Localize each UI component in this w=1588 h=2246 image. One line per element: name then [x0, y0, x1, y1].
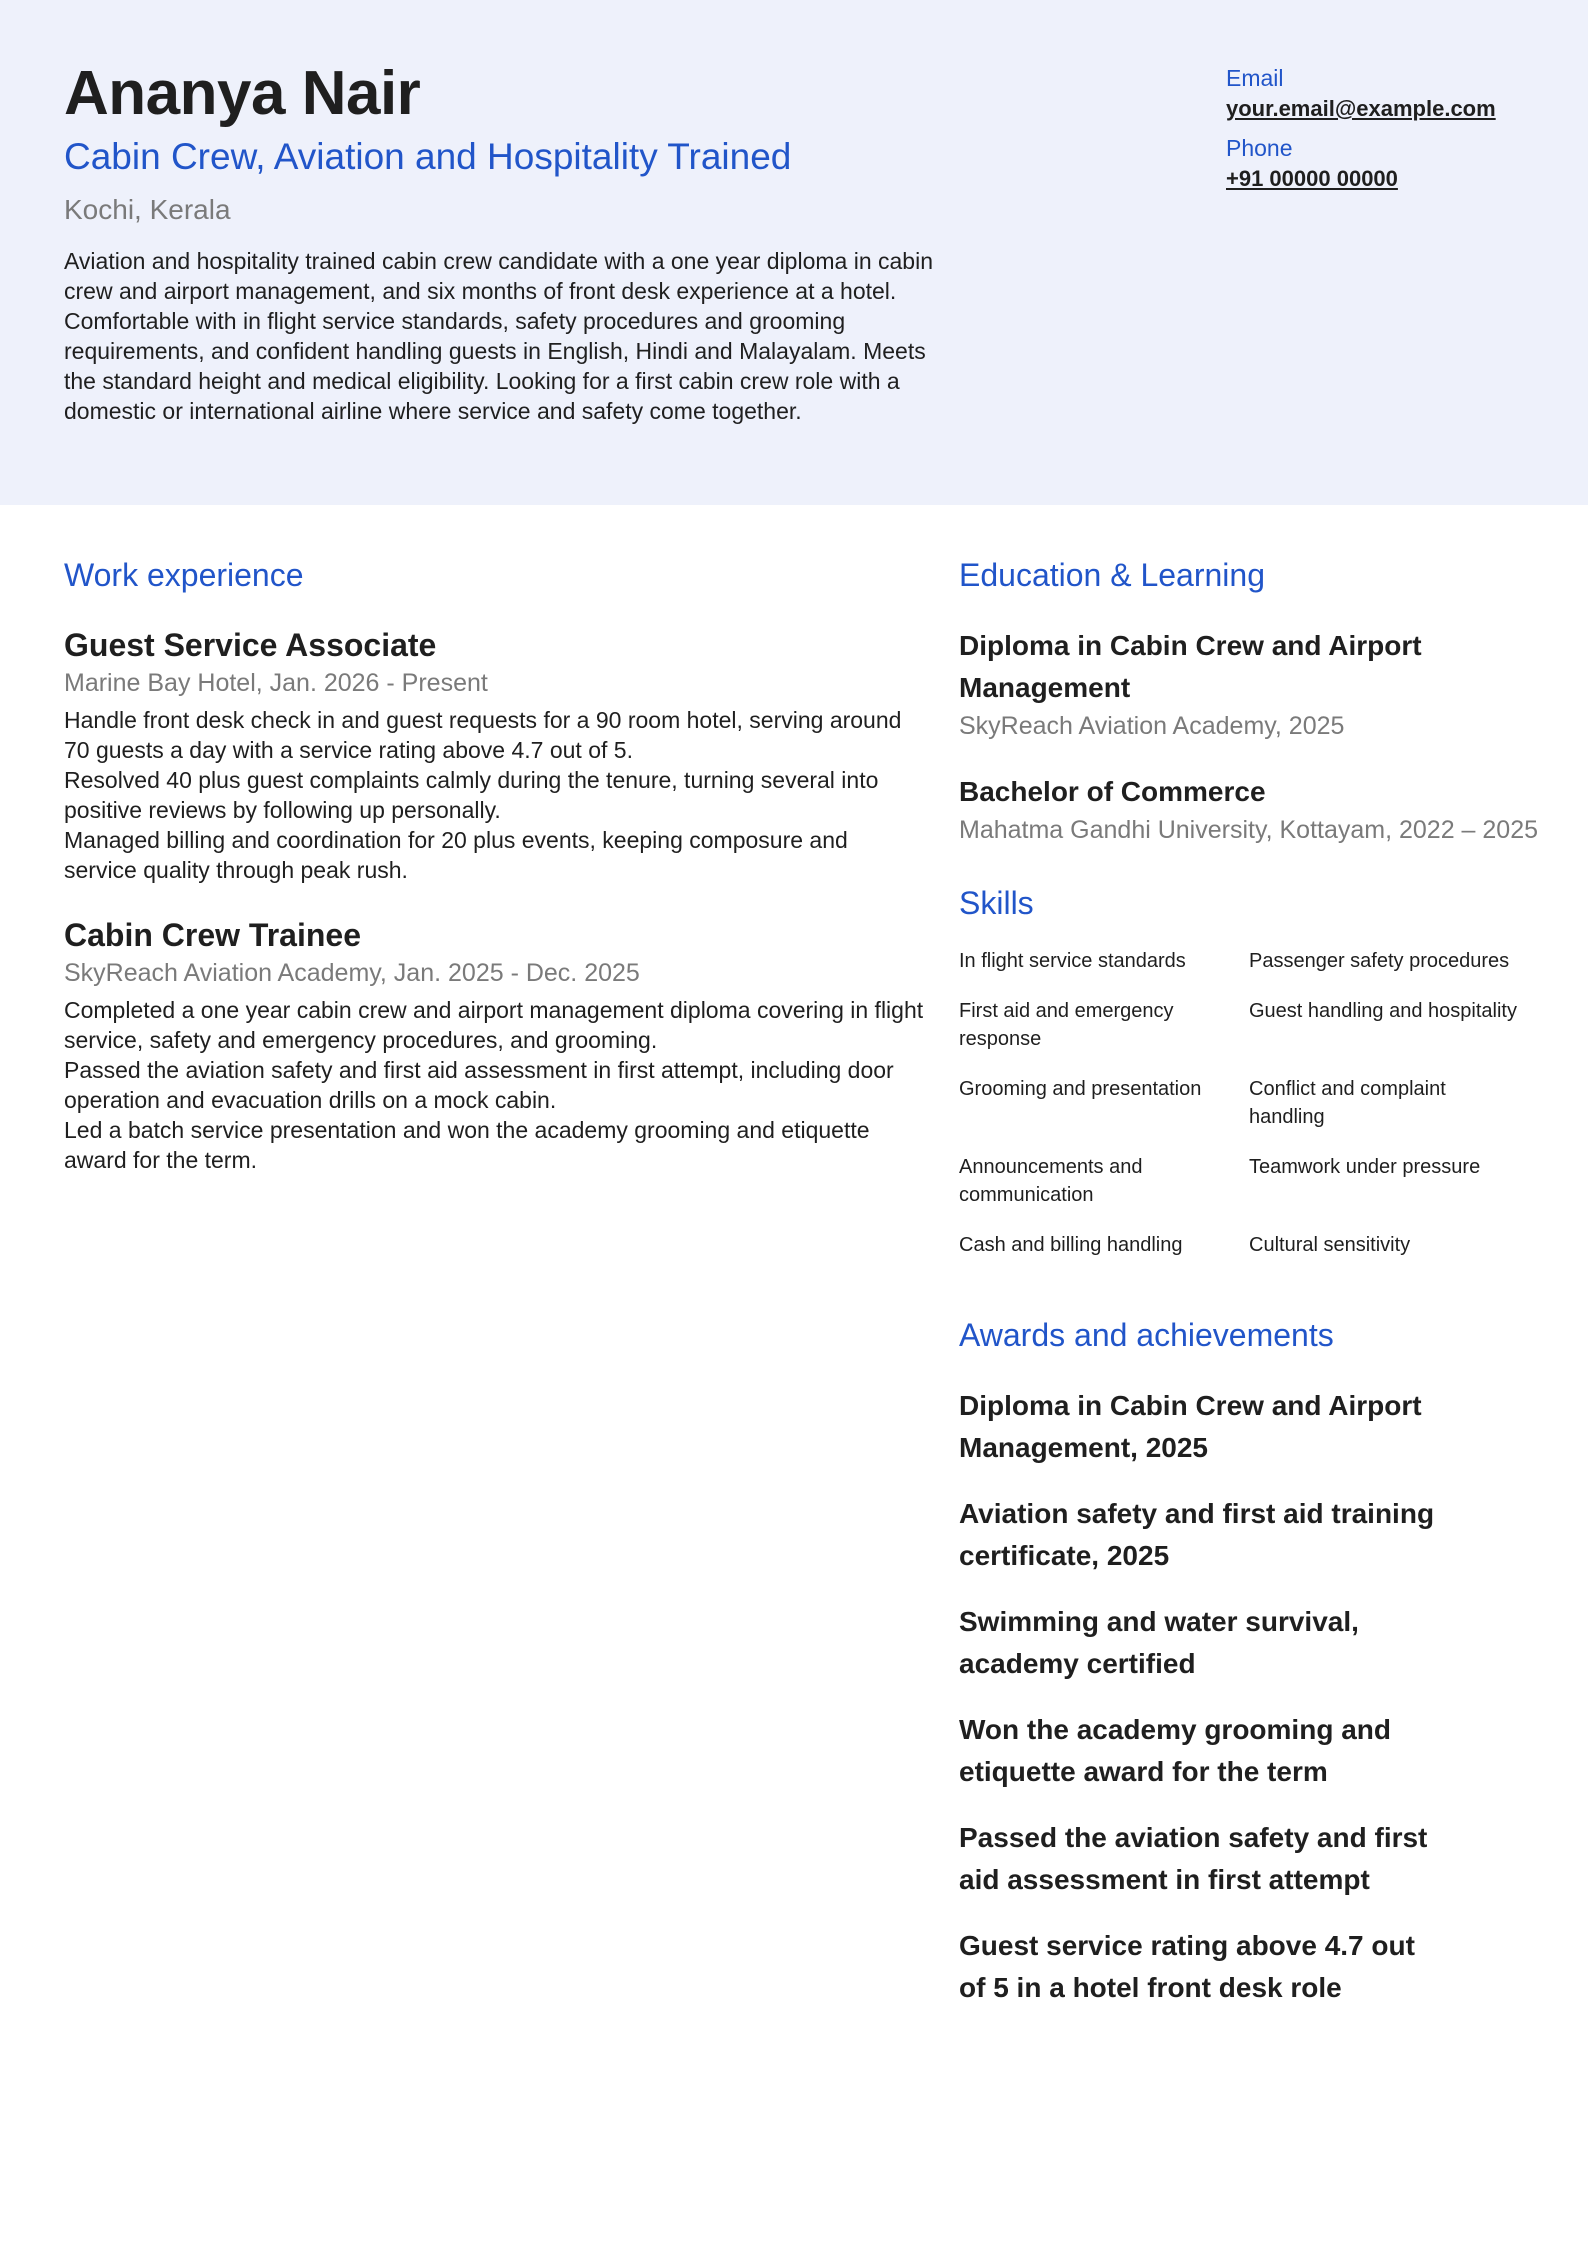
- email-label: Email: [1226, 65, 1284, 91]
- job-bullet: Passed the aviation safety and first aid assessment in first attempt, including door operation and evacuation drills on a mock cabin.: [64, 1057, 894, 1113]
- skill-item: Announcements and communication: [959, 1156, 1143, 1206]
- education-entry: [959, 625, 1539, 743]
- skill-item: First aid and emergency response: [959, 1000, 1174, 1050]
- email-link[interactable]: your.email@example.com: [1226, 96, 1496, 121]
- job-bullet: Resolved 40 plus guest complaints calmly during the tenure, turning several into positive reviews by following up personally.: [64, 767, 879, 823]
- education-institution: Mahatma Gandhi University, Kottayam, 2022 – 2025: [959, 816, 1539, 844]
- education-institution: SkyReach Aviation Academy, 2025: [959, 712, 1345, 740]
- education-entry: [959, 771, 1539, 847]
- section-title-education: Education & Learning: [959, 557, 1265, 593]
- skill-item: Passenger safety procedures: [1249, 950, 1510, 972]
- award-item: Passed the aviation safety and first aid assessment in first attempt: [959, 1822, 1428, 1895]
- job-bullet: Completed a one year cabin crew and airport management diploma covering in flight service, safety and emergency procedures, and grooming.: [64, 997, 924, 1053]
- job-entry: [64, 915, 924, 1175]
- award-item: Won the academy grooming and etiquette award for the term: [959, 1714, 1391, 1787]
- education-title: Bachelor of Commerce: [959, 776, 1266, 807]
- skill-item: Cash and billing handling: [959, 1234, 1183, 1256]
- job-title: Cabin Crew Trainee: [64, 917, 361, 953]
- section-title-awards: Awards and achievements: [959, 1317, 1334, 1353]
- education-section: [959, 555, 1539, 847]
- awards-section: [959, 1315, 1539, 2009]
- award-item: Guest service rating above 4.7 out of 5 in a hotel front desk role: [959, 1930, 1415, 2003]
- skill-item: Conflict and complaint handling: [1249, 1078, 1446, 1128]
- candidate-role: Cabin Crew, Aviation and Hospitality Trained: [64, 136, 792, 177]
- job-bullet: Handle front desk check in and guest requests for a 90 room hotel, serving around 70 guests a day with a service rating above 4.7 out of 5.: [64, 707, 902, 763]
- job-bullets: [64, 705, 924, 885]
- job-entry: [64, 625, 924, 885]
- job-bullets: [64, 995, 924, 1175]
- skill-item: Teamwork under pressure: [1249, 1156, 1481, 1178]
- job-bullet: Led a batch service presentation and won the academy grooming and etiquette award for the term.: [64, 1117, 870, 1173]
- education-title: Diploma in Cabin Crew and Airport Management: [959, 630, 1422, 703]
- resume-header: [0, 0, 1588, 505]
- skills-grid: [959, 947, 1539, 1259]
- section-title-skills: Skills: [959, 885, 1034, 921]
- job-employer-dates: Marine Bay Hotel, Jan. 2026 - Present: [64, 669, 488, 697]
- skill-item: Cultural sensitivity: [1249, 1234, 1411, 1256]
- phone-label: Phone: [1226, 135, 1293, 161]
- award-item: Diploma in Cabin Crew and Airport Management, 2025: [959, 1390, 1422, 1463]
- candidate-location: Kochi, Kerala: [64, 194, 231, 225]
- skill-item: In flight service standards: [959, 950, 1186, 972]
- section-title-work: Work experience: [64, 557, 304, 593]
- phone-link[interactable]: +91 00000 00000: [1226, 166, 1398, 191]
- candidate-name: Ananya Nair: [64, 59, 421, 128]
- job-bullet: Managed billing and coordination for 20 plus events, keeping composure and service quality through peak rush.: [64, 827, 848, 883]
- profile-summary: Aviation and hospitality trained cabin crew candidate with a one year diploma in cabin crew and airport management, and six months of front desk experience at a hotel. Comfortable with in flight service standards, safety procedures and grooming requirements, and confident handling guests in English, Hindi and Malayalam. Meets the standard height and medical eligibility. Looking for a first cabin crew role with a domestic or international airline where service and safety come together.: [64, 248, 933, 424]
- right-column: [959, 555, 1539, 2033]
- skill-item: Grooming and presentation: [959, 1078, 1202, 1100]
- work-experience-section: [64, 555, 924, 1205]
- job-employer-dates: SkyReach Aviation Academy, Jan. 2025 - Dec. 2025: [64, 959, 640, 987]
- skill-item: Guest handling and hospitality: [1249, 1000, 1517, 1022]
- skills-section: [959, 883, 1539, 1259]
- award-item: Aviation safety and first aid training certificate, 2025: [959, 1498, 1435, 1571]
- contact-block: [1226, 62, 1566, 202]
- award-item: Swimming and water survival, academy certified: [959, 1606, 1359, 1679]
- job-title: Guest Service Associate: [64, 627, 437, 663]
